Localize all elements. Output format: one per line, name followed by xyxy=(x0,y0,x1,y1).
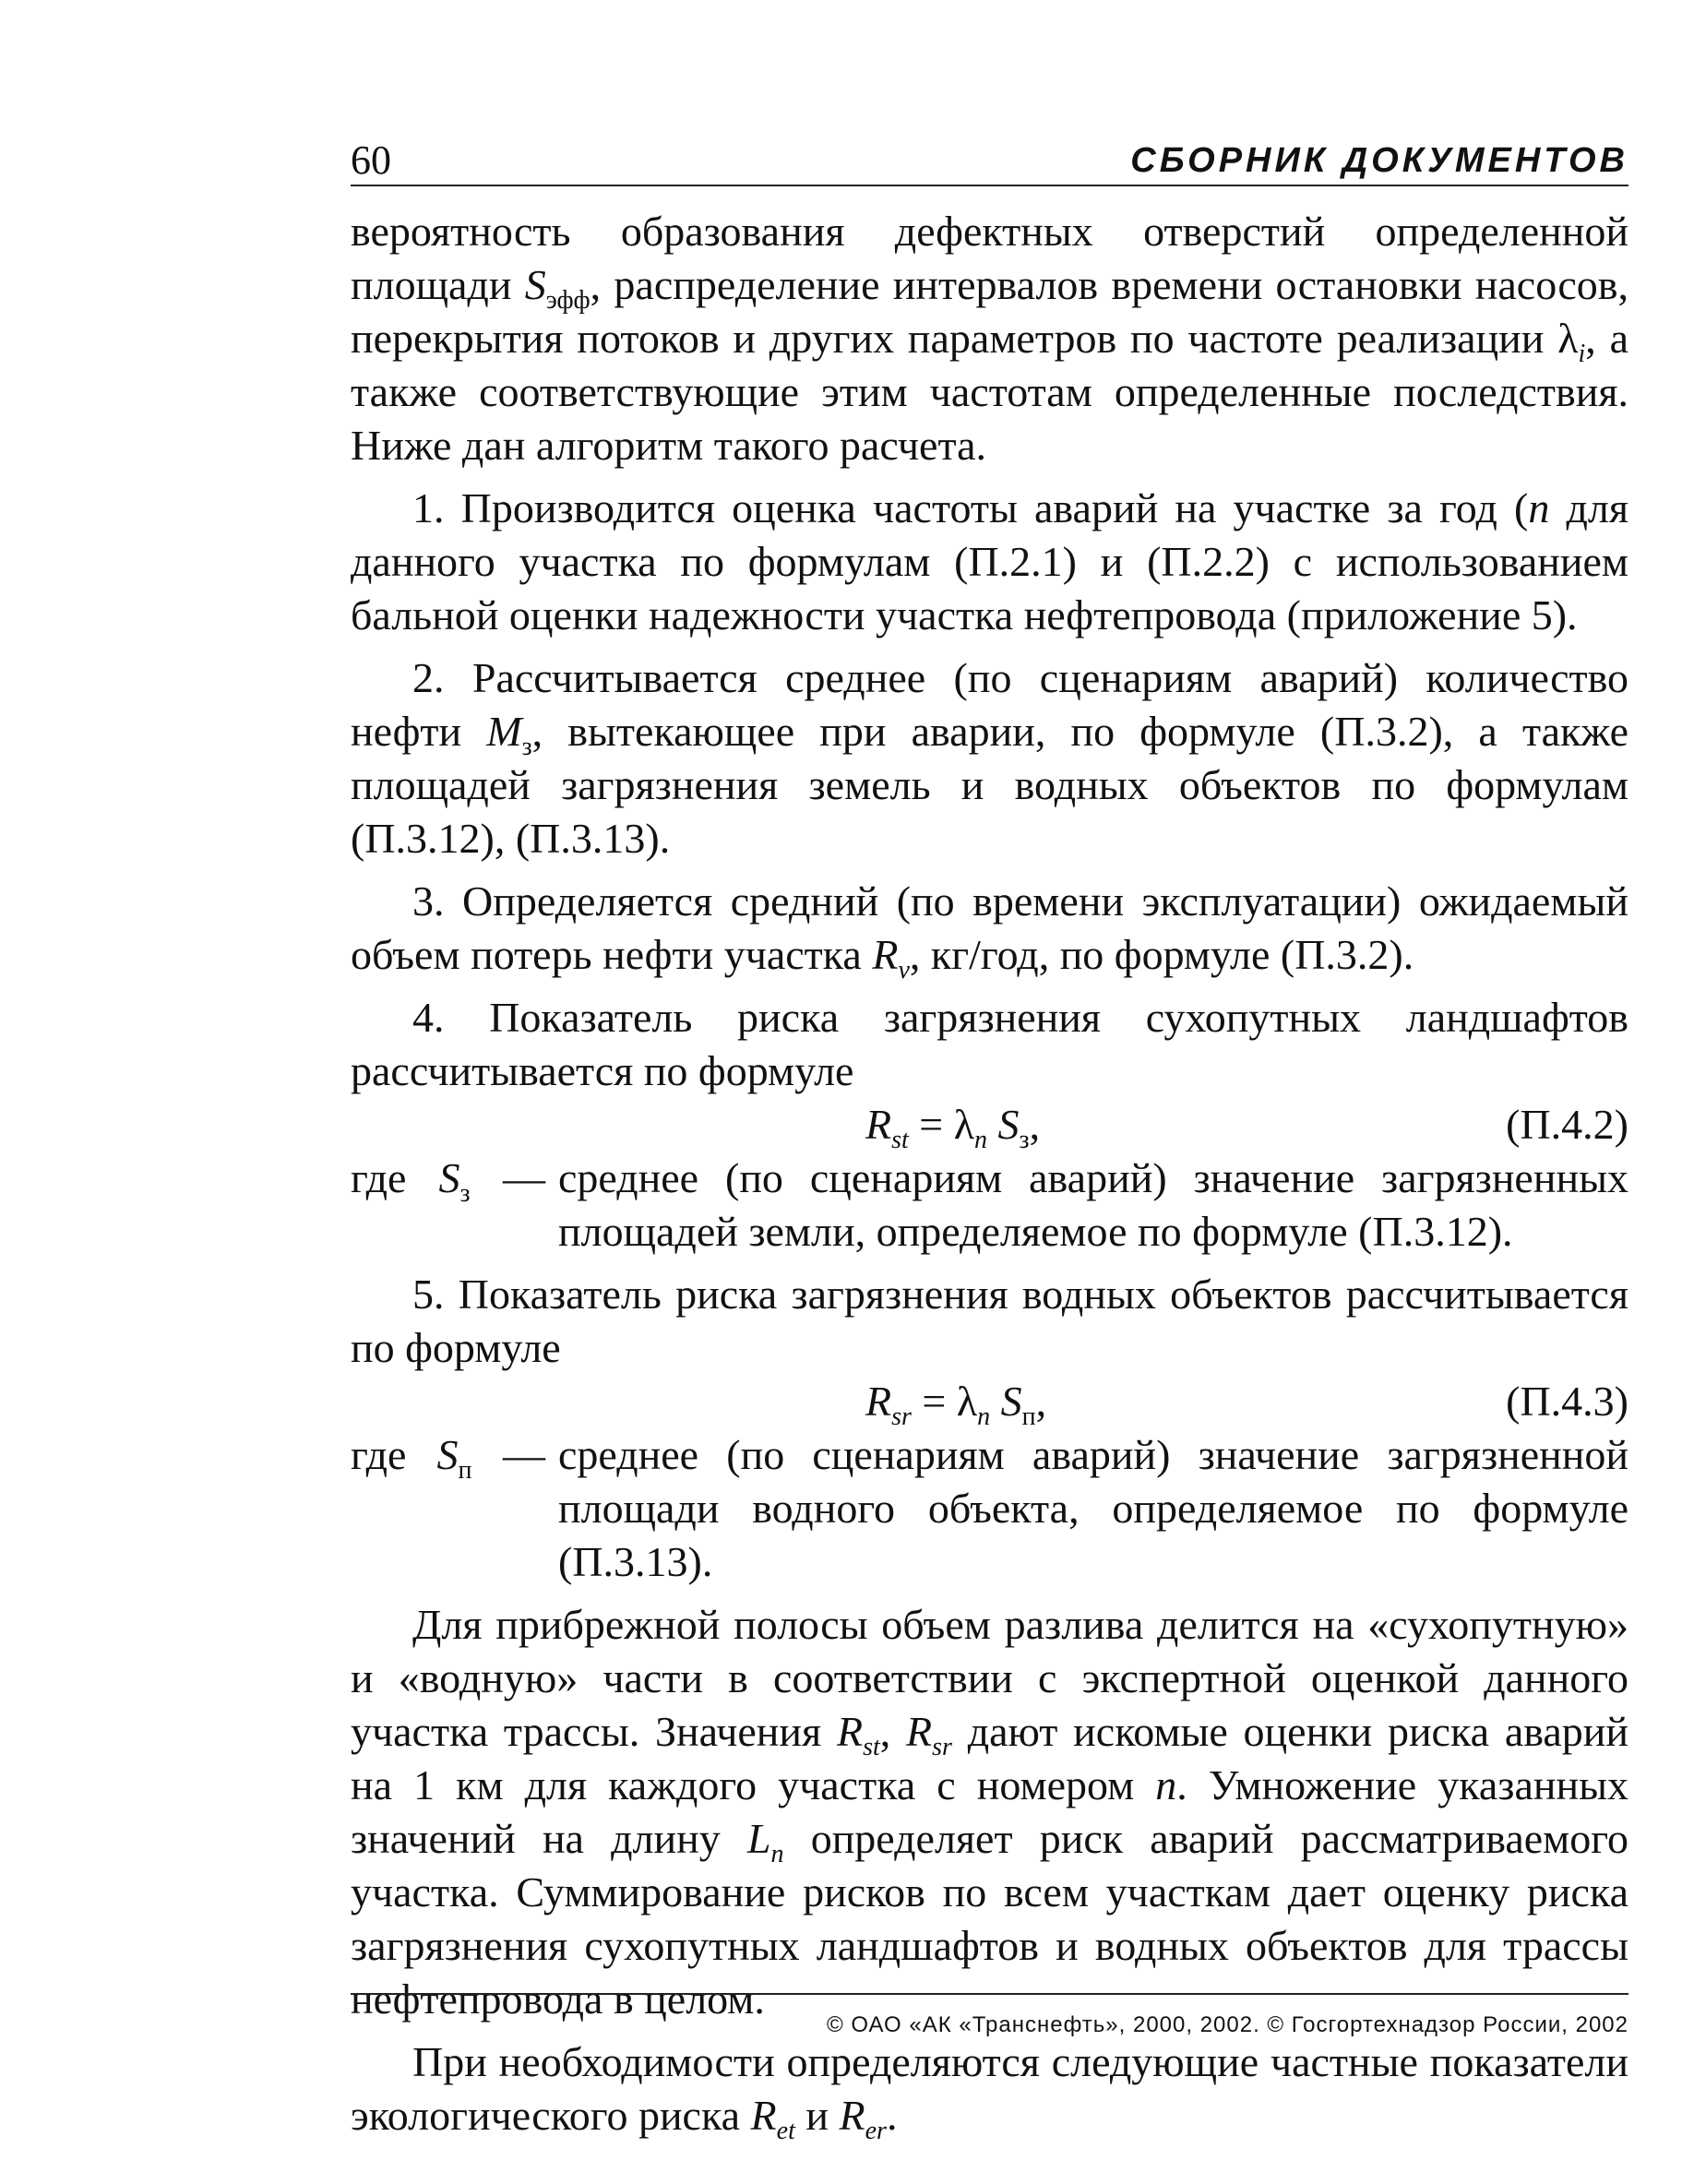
footer-rule xyxy=(351,1993,1628,1995)
list-item-2: 2. Рассчитывается среднее (по сценариям аварий) количество нефти $M_з$, вытекающее при аварии, по формуле (П.3.2), а также площадей загрязнения земель и водных объектов по формулам (П.3.12), (П.3.13). xyxy=(351,654,1629,862)
legend-symbol: $S_п$ xyxy=(436,1431,472,1485)
formula-p-4-3 xyxy=(351,1375,1628,1431)
copyright-footer: © ОАО «АК «Транснефть», 2000, 2002. © Госгортехнадзор России, 2002 xyxy=(827,2012,1628,2037)
legend-symbol: $S_з$ xyxy=(438,1154,471,1208)
formula-legend xyxy=(351,1428,1628,1589)
formula-number: (П.4.2) xyxy=(1506,1101,1628,1148)
intro-paragraph: вероятность образования дефектных отверстий определенной площади $S_{эфф}$, распределение интервалов времени остановки насосов, перекрытия потоков и других параметров по частоте реализации $\lambda_i$, а также соответствующие этим частотам определенные последствия. Ниже дан алгоритм такого расчета. xyxy=(351,208,1629,469)
legend-label: где xyxy=(351,1431,407,1478)
legend-dash: — xyxy=(503,1154,545,1201)
running-title: СБОРНИК ДОКУМЕНТОВ xyxy=(1130,141,1628,180)
legend-text: среднее (по сценариям аварий) значение загрязненной площади водного объекта, определяемое по формуле (П.3.13). xyxy=(558,1431,1628,1585)
header-rule xyxy=(351,185,1628,186)
coastal-strip-paragraph: Для прибрежной полосы объем разлива делится на «сухопутную» и «водную» части в соответствии с экспертной оценкой данного участка трассы. Значения $R_{st}$, $R_{sr}$ дают искомые оценки риска аварий на 1 км для каждого участка с номером n. Умножение указанных значений на длину $L_n$ определяет риск аварий рассматриваемого участка. Суммирование рисков по всем участкам дает оценку риска загрязнения сухопутных ландшафтов и водных объектов для трассы нефтепровода в целом. xyxy=(351,1601,1629,2023)
body-text xyxy=(351,205,1629,2145)
list-item-5: 5. Показатель риска загрязнения водных объектов рассчитывается по формуле xyxy=(351,1271,1628,1371)
list-item-3: 3. Определяется средний (по времени эксплуатации) ожидаемый объем потерь нефти участка $R_v$, кг/год, по формуле (П.3.2). xyxy=(351,877,1628,985)
page-number: 60 xyxy=(351,137,391,183)
formula-number: (П.4.3) xyxy=(1506,1378,1628,1425)
legend-dash: — xyxy=(503,1431,545,1478)
formula-expression: $R_{st} = \lambda_n$ $S_з$, xyxy=(865,1101,1041,1154)
formula-expression: $R_{sr} = \lambda_n$ $S_п$, xyxy=(865,1378,1047,1431)
legend-label: где xyxy=(351,1154,407,1201)
final-paragraph: При необходимости определяются следующие частные показатели экологического риска $R_{et}$ и $R_{er}$. xyxy=(351,2038,1628,2145)
list-item-1: 1. Производится оценка частоты аварий на участке за год (n для данного участка по формулам (П.2.1) и (П.2.2) с использованием бальной оценки надежности участка нефтепровода (приложение 5). xyxy=(351,484,1628,638)
formula-legend xyxy=(351,1152,1628,1259)
legend-text: среднее (по сценариям аварий) значение загрязненных площадей земли, определяемое по формуле (П.3.12). xyxy=(558,1154,1628,1255)
list-item-4: 4. Показатель риска загрязнения сухопутных ландшафтов рассчитывается по формуле xyxy=(351,994,1628,1094)
page-header xyxy=(351,137,1628,192)
formula-p-4-2 xyxy=(351,1098,1628,1152)
